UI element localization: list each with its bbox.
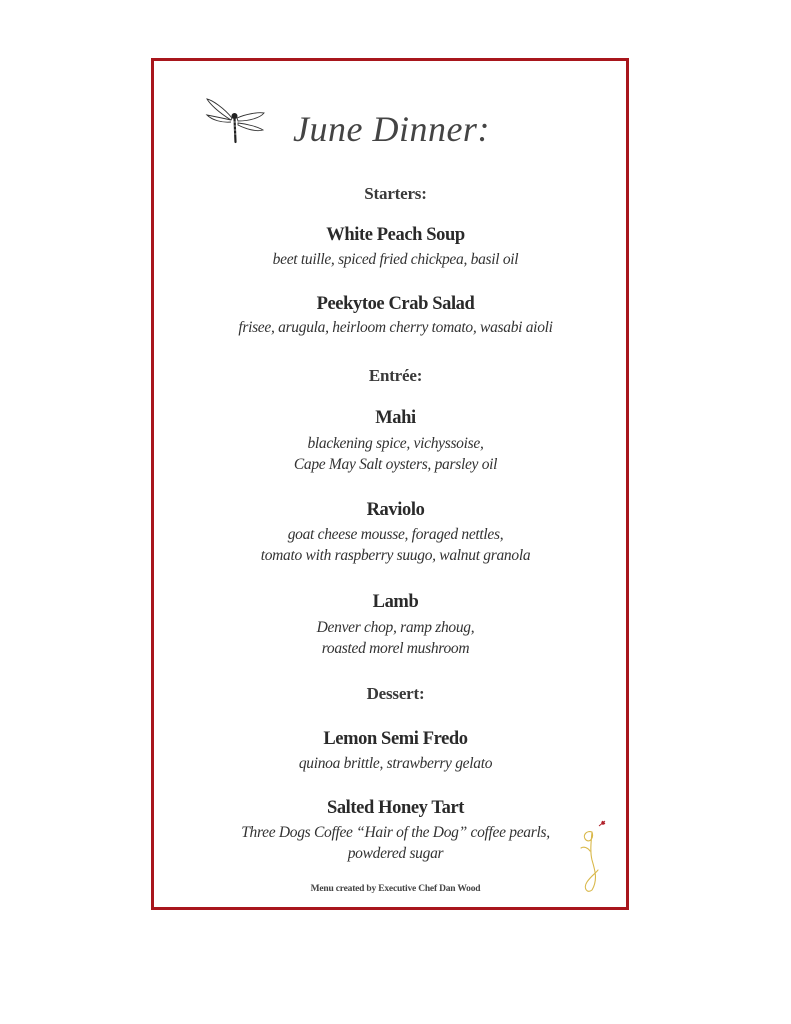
menu-item-name: Salted Honey Tart	[326, 798, 465, 818]
menu-credit: Menu created by Executive Chef Dan Wood	[310, 884, 481, 894]
menu-item-description: Three Dogs Coffee “Hair of the Dog” coffee pearls, powdered sugar	[241, 824, 550, 862]
menu-item-name: Mahi	[375, 408, 416, 428]
menu-title: June Dinner:	[293, 109, 490, 149]
menu-item-description: beet tuille, spiced fried chickpea, basil oil	[272, 251, 519, 268]
menu-item-name: Raviolo	[366, 500, 425, 520]
dragonfly-icon	[204, 96, 266, 146]
section-heading-dessert: Dessert:	[366, 684, 425, 703]
section-heading-entree: Entrée:	[368, 366, 423, 385]
monogram-logo	[572, 818, 612, 896]
menu-item-name: Lemon Semi Fredo	[323, 729, 468, 749]
menu-item-description: quinoa brittle, strawberry gelato	[298, 755, 493, 772]
menu-item-description: goat cheese mousse, foraged nettles, tomato with raspberry suugo, walnut granola	[260, 526, 531, 564]
menu-item-name: Peekytoe Crab Salad	[316, 294, 475, 314]
menu-item-name: Lamb	[372, 592, 419, 612]
menu-item-description: frisee, arugula, heirloom cherry tomato, wasabi aioli	[238, 319, 553, 336]
section-heading-starters: Starters:	[364, 184, 427, 203]
menu-item-description: blackening spice, vichyssoise, Cape May Salt oysters, parsley oil	[293, 435, 498, 473]
menu-item-name: White Peach Soup	[326, 225, 465, 245]
menu-item-description: Denver chop, ramp zhoug, roasted morel mushroom	[316, 619, 475, 657]
